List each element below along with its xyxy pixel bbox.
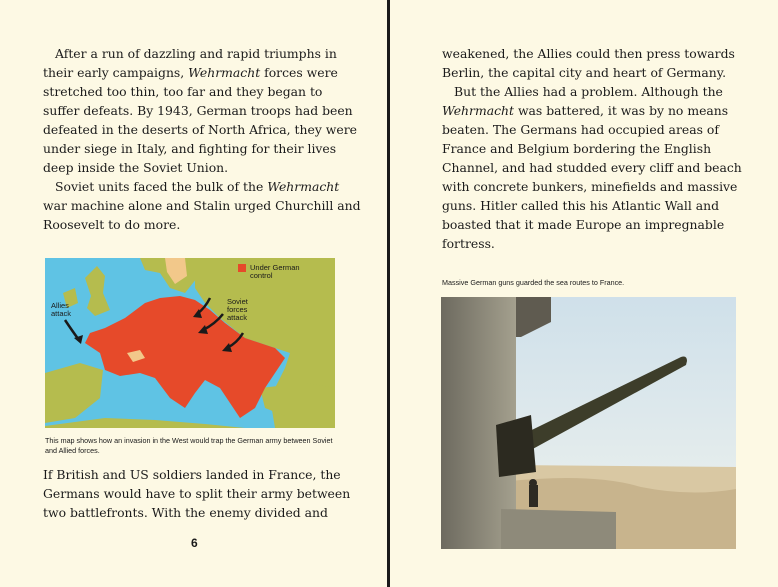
left-page — [0, 0, 387, 587]
soviet-label: attack — [227, 313, 248, 322]
page-number: 6 — [191, 536, 198, 550]
paragraph: weakened, the Allies could then press towards Berlin, the capital city and heart of Germany. — [442, 46, 735, 80]
soviet-label: Soviet — [227, 297, 248, 306]
allies-label: Allies — [51, 301, 69, 310]
legend-label: control — [250, 271, 273, 280]
gun-photo — [441, 297, 736, 549]
allies-label: attack — [51, 309, 72, 318]
right-top-text — [442, 44, 760, 253]
paragraph: But the Allies had a problem. Although the Wehrmacht was battered, it was by no means beaten. The Germans had occupied areas of France and Belgium bordering the English Channel, and had studded every cliff and beach with concrete bunkers, minefields and massive guns. Hitler called this his Atlantic Wall and boasted that it made Europe an impregnable fortress. — [442, 84, 742, 251]
europe-map — [45, 258, 335, 428]
paragraph: Soviet units faced the bulk of the Wehrmacht war machine alone and Stalin urged Churchill and Roosevelt to do more. — [43, 179, 361, 232]
legend-swatch — [238, 264, 246, 272]
soviet-label: forces — [227, 305, 248, 314]
photo-caption: Massive German guns guarded the sea routes to France. — [442, 278, 625, 287]
photo-gun-shadow — [496, 415, 536, 477]
paragraph: If British and US soldiers landed in France, the Germans would have to split their army between two battlefronts. With the enemy divided and — [43, 467, 351, 520]
photo-bunker-ledge — [501, 509, 616, 549]
left-top-text — [43, 44, 361, 234]
right-page — [390, 0, 778, 587]
photo-soldier-head — [529, 479, 537, 487]
legend-label: Under German — [250, 263, 300, 272]
map-caption: This map shows how an invasion in the West would trap the German army between Soviet and Allied forces. — [45, 436, 333, 455]
left-bottom-text — [43, 465, 361, 522]
photo-soldier — [529, 485, 538, 507]
paragraph: After a run of dazzling and rapid triumphs in their early campaigns, Wehrmacht forces were stretched too thin, too far and they began to suffer defeats. By 1943, German troops had been defeated in the deserts of North Africa, they were under siege in Italy, and fighting for their lives deep inside the Soviet Union. — [43, 46, 357, 175]
